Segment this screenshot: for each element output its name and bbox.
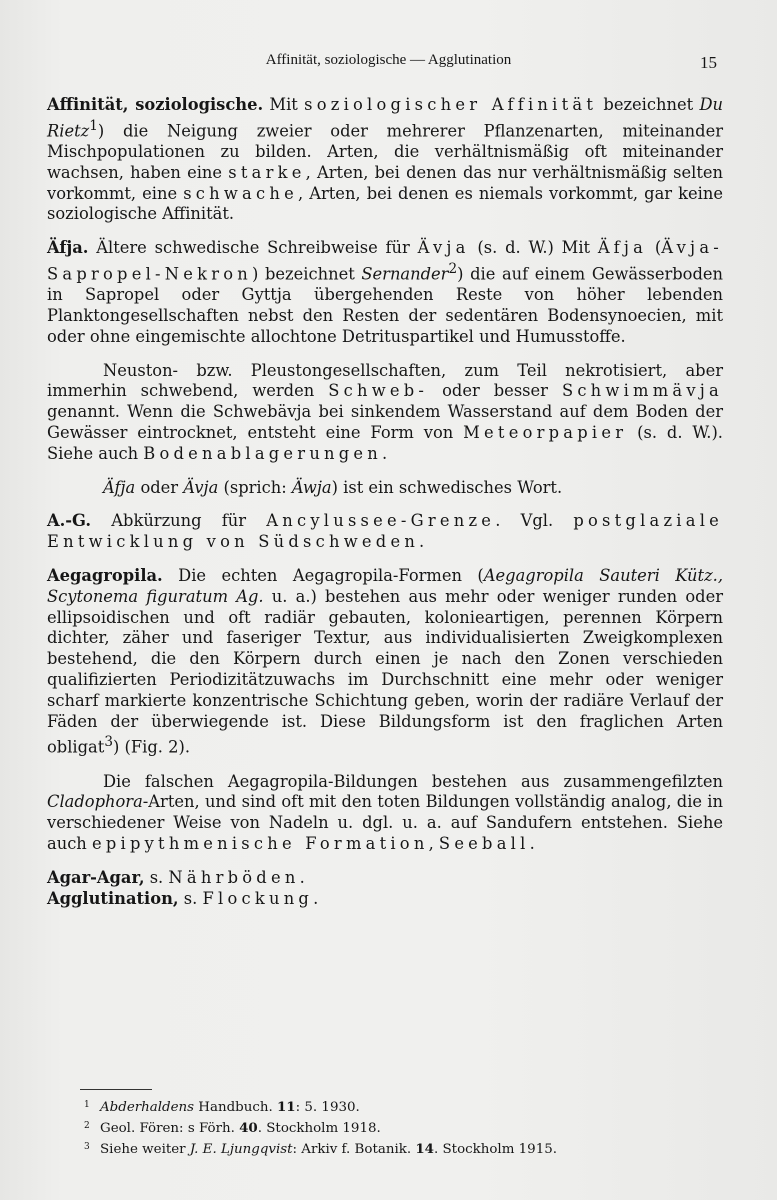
footnotes — [84, 1097, 720, 1160]
entry-afja-paragraph-2: Neuston- bzw. Pleustongesellschaften, zum Teil nekrotisiert, aber immerhin schwebend, werden Schweb- oder besser Schwimmävja genannt. Wenn die Schwebävja bei sinkendem Wasserstand auf dem Boden der Gewässer eintrocknet, entsteht eine Form von Meteorpapier (s. d. W.). Siehe auch Bodenablagerungen. — [47, 360, 723, 463]
entry-afja-paragraph-3: Äfja oder Ävja (sprich: Äwja) ist ein schwedisches Wort. — [103, 477, 563, 497]
spaced-term: soziologischer Affinität — [304, 95, 598, 114]
author-name: Du Rietz — [47, 95, 723, 141]
footnote-ref: 3 — [104, 734, 113, 751]
dictionary-text — [47, 95, 723, 909]
headword: Affinität, soziologische. — [47, 95, 264, 114]
footnote-2: 2 Geol. Fören: s Förh. 40. Stockholm 1918. — [84, 1120, 381, 1136]
headword: A.-G. — [47, 511, 92, 531]
footnote-ref: 1 — [89, 117, 98, 134]
footnote-3: 3 Siehe weiter J. E. Ljungqvist: Arkiv f. Botanik. 14. Stockholm 1915. — [84, 1141, 558, 1157]
running-title: Affinität, soziologische — Agglutination — [265, 52, 512, 68]
footnote-1: 1 Abderhaldens Handbuch. 11: 5. 1930. — [84, 1099, 360, 1115]
page-header — [0, 52, 777, 72]
entry-agar: Agar-Agar, s. Nährböden. — [47, 867, 305, 887]
entry-afja: Äfja. Ältere schwedische Schreibweise für Ävja (s. d. W.) Mit Äfja (Ävja-Sapropel-Nekron) bezeichnet Sernander$^2$) die auf einem Gewässerboden in Sapropel oder Gyttja übergehenden Reste von höher lebenden Planktongesellschaften nebst den Resten der sedentären Bodensynoecien, mit oder ohne eingemischte allochtone Detrituspartikel und Humusstoffe. — [47, 238, 724, 346]
page-number: 15 — [700, 53, 717, 72]
headword: Agglutination, — [47, 888, 179, 908]
species-names: Aegagropila Sauteri Kütz., Scytonema figuratum Ag. — [47, 565, 723, 606]
entry-affinitaet: Affinität, soziologische. Mit soziologischer Affinität bezeichnet Du Rietz$^1$) die Neigung zweier oder mehrerer Pflanzenarten, miteinander Mischpopulationen zu bilden. Arten, die verhältnismäßig oft miteinander wachsen, haben eine starke, Arten, bei denen das nur verhältnismäßig selten vorkommt, eine schwache, Arten, bei denen es niemals vorkommt, gar keine soziologische Affinität. — [47, 95, 723, 224]
footnote-ref: 2 — [448, 261, 458, 277]
entry-ag: A.-G. Abkürzung für Ancylussee-Grenze. Vgl. postglaziale Entwicklung von Südschweden. — [47, 511, 724, 552]
entry-agglutination: Agglutination, s. Flockung. — [47, 888, 319, 908]
entry-aegagropila-paragraph-2: Die falschen Aegagropila-Bildungen bestehen aus zusammengefilzten Cladophora-Arten, und sind oft mit den toten Bildungen vollständig analog, die in verschiedener Weise von Nadeln u. dgl. u. a. auf Sandufern entstehen. Siehe auch epipythmenische Formation, Seeball. — [47, 771, 723, 853]
author-name: Sernander — [361, 264, 449, 284]
footnote-rule — [80, 1089, 152, 1090]
headword: Aegagropila. — [47, 565, 163, 585]
headword: Agar-Agar, — [47, 867, 145, 887]
entry-aegagropila: Aegagropila. Die echten Aegagropila-Formen (Aegagropila Sauteri Kütz., Scytonema figuratum Ag. u. a.) bestehen aus mehr oder weniger runden oder ellipsoidischen und oft radiär gebauten, kolonieartigen, perennen Körpern dichter, zäher und faseriger Textur, aus individualisierten Zweigkomplexen bestehend, die den Körpern durch einen je nach den Zonen verschieden qualifizierten Periodizitätzuwachs im Durchschnitt eine mehr oder weniger scharf markierte konzentrische Schichtung geben, worin der radiäre Verlauf der Fäden der überwiegende ist. Diese Bildungsform ist den fraglichen Arten obligat$^3$) (Fig. 2). — [47, 565, 724, 757]
headword: Äfja. — [47, 238, 89, 258]
